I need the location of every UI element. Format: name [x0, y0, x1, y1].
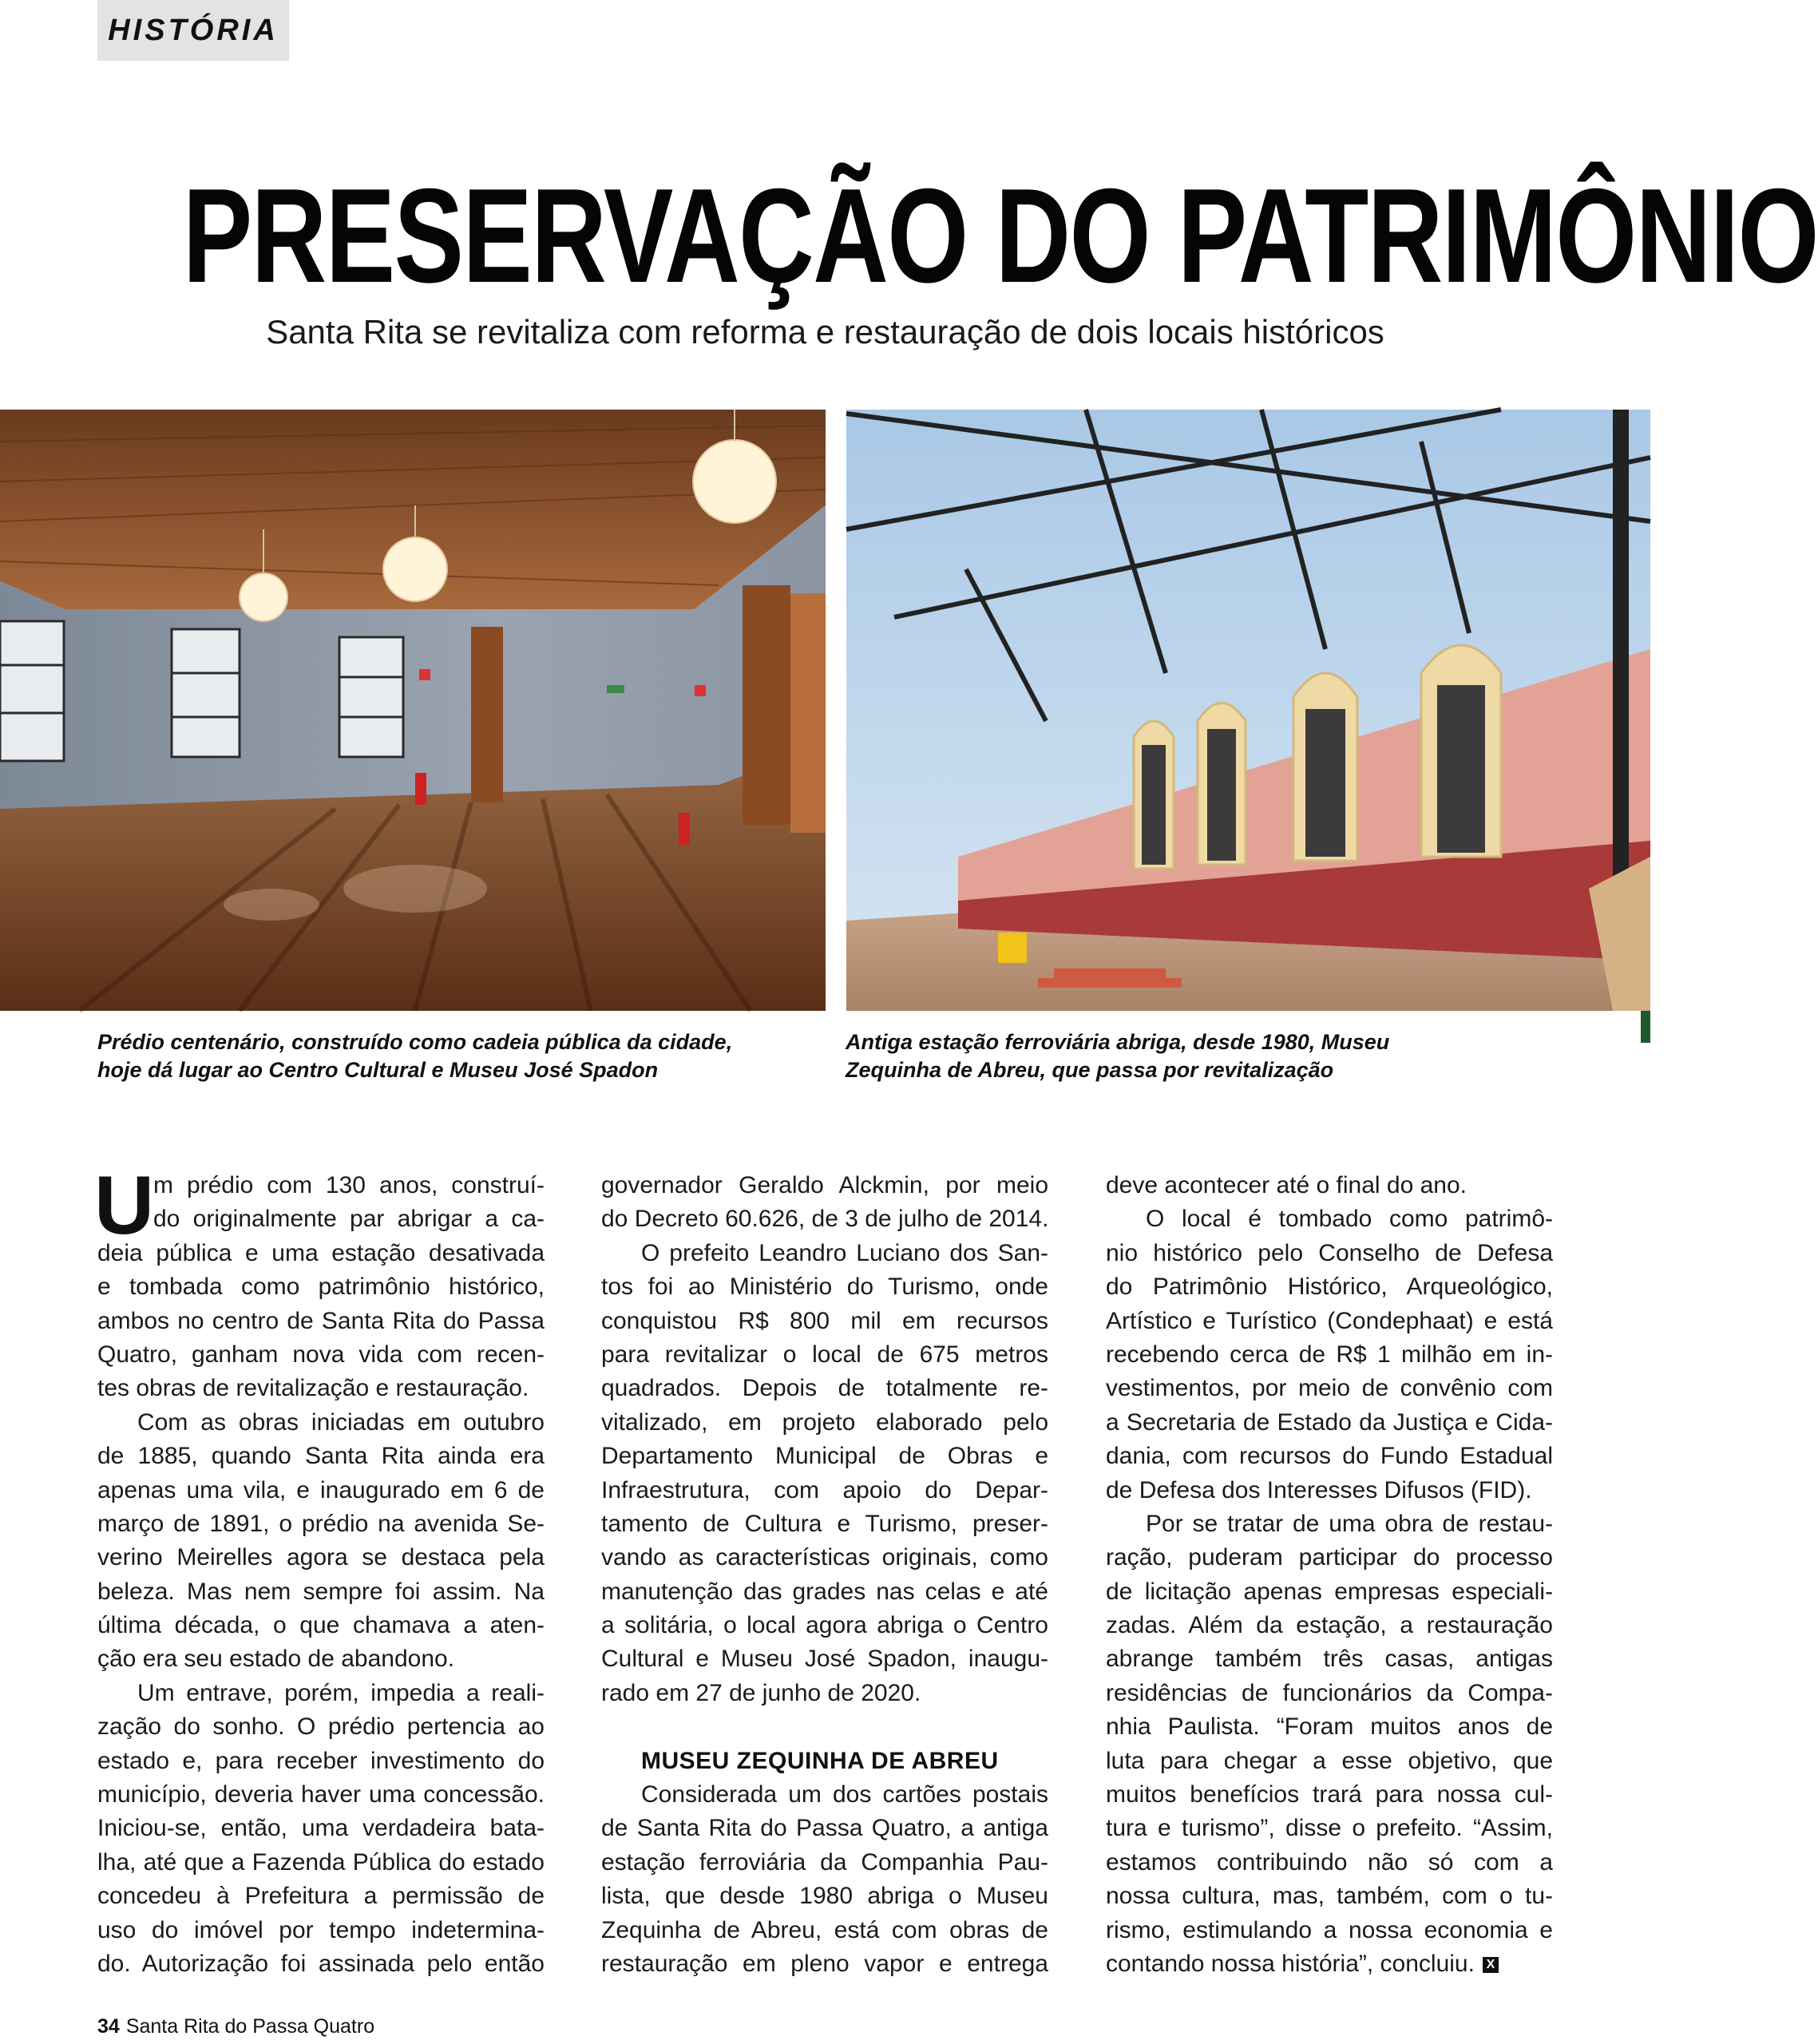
article-line: tura e turismo”, disse o prefeito. “Assim,: [1106, 1815, 1553, 1842]
article-line: Cultural e Museu José Spadon, inaugu-: [601, 1646, 1048, 1673]
caption-line: Prédio centenário, construído como cadeia pública da cidade,: [97, 1030, 733, 1054]
article-line: Quatro, ganham nova vida com recen-: [97, 1341, 545, 1368]
article-line: tamento de Cultura e Turismo, preser-: [601, 1510, 1048, 1537]
article-column-1: [94, 1159, 545, 1981]
article-line: município, deveria haver uma concessão.: [97, 1781, 545, 1808]
section-tag: HISTÓRIA: [97, 0, 289, 61]
article-line: rado em 27 de junho de 2020.: [601, 1679, 921, 1706]
railway-station-photo: [846, 410, 1650, 1011]
article-line: O local é tombado como patrimô-: [1146, 1206, 1553, 1233]
article-line: estamos contribuindo não só com a: [1106, 1848, 1553, 1876]
headline: PRESERVAÇÃO DO PATRIMÔNIO: [182, 160, 1818, 311]
article-line: residências de funcionários da Compa-: [1106, 1679, 1553, 1706]
article-line: dania, com recursos do Fundo Estadual: [1106, 1443, 1553, 1470]
article-line: lista, que desde 1980 abriga o Museu: [601, 1883, 1048, 1910]
edge-mark: [1641, 1011, 1650, 1043]
article-line: apenas uma vila, e inaugurado em 6 de: [97, 1476, 545, 1503]
article-line: abrange também três casas, antigas: [1106, 1646, 1553, 1673]
article-line: verino Meirelles agora se destaca pela: [97, 1544, 545, 1571]
article-line: do. Autorização foi assinada pelo então: [97, 1950, 545, 1977]
article-line: conquistou R$ 800 mil em recursos: [601, 1307, 1048, 1334]
article-line-text: contando nossa história”, concluiu.: [1106, 1950, 1475, 1977]
caption-line: hoje dá lugar ao Centro Cultural e Museu José Spadon: [97, 1058, 659, 1082]
article-line: governador Geraldo Alckmin, por meio: [601, 1172, 1048, 1198]
article-line: nossa cultura, mas, também, com o tu-: [1106, 1883, 1553, 1910]
article-line: luta para chegar a esse objetivo, que: [1106, 1747, 1553, 1774]
dropcap: U: [94, 1159, 155, 1252]
article-line: estação ferroviária da Companhia Pau-: [601, 1848, 1048, 1876]
article-line: Um entrave, porém, impedia a reali-: [137, 1679, 545, 1706]
article-line: restauração em pleno vapor e entrega: [601, 1950, 1048, 1977]
article-line: de Santa Rita do Passa Quatro, a antiga: [601, 1815, 1048, 1842]
article-line: uso do imóvel por tempo indetermina-: [97, 1916, 545, 1943]
article-line: muitos benefícios trará para nossa cul-: [1106, 1781, 1553, 1808]
article-line: ção era seu estado de abandono.: [97, 1646, 455, 1673]
article-line: Com as obras iniciadas em outubro: [137, 1408, 545, 1436]
article-line: estado e, para receber investimento do: [97, 1747, 545, 1774]
article-line: do originalmente par abrigar a ca-: [153, 1206, 545, 1233]
subheadline: Santa Rita se revitaliza com reforma e restauração de dois locais históricos: [266, 313, 1384, 351]
article-line: a solitária, o local agora abriga o Centro: [601, 1612, 1048, 1639]
article-line-text: m prédio com 130 anos, construí-: [153, 1172, 545, 1198]
railway-station-photo-icon: [846, 410, 1650, 1011]
paragraph-spacer: [601, 1710, 1048, 1744]
caption-left: [97, 1028, 800, 1084]
article-line: Considerada um dos cartões postais: [641, 1781, 1048, 1808]
article-line: rismo, estimulando a nossa economia e: [1106, 1916, 1553, 1943]
article-line: e tombada como patrimônio histórico,: [97, 1274, 545, 1301]
article-line: de 1885, quando Santa Rita ainda era: [97, 1443, 545, 1470]
article-line: O prefeito Leandro Luciano dos San-: [641, 1239, 1048, 1266]
article-line: zadas. Além da estação, a restauração: [1106, 1612, 1553, 1639]
article-line: do Patrimônio Histórico, Arqueológico,: [1106, 1274, 1553, 1301]
page-number: 34: [97, 2015, 120, 2038]
article-line: nio histórico pelo Conselho de Defesa: [1106, 1239, 1553, 1266]
article-line: a Secretaria de Estado da Justiça e Cida-: [1106, 1408, 1553, 1436]
article-line: tos foi ao Ministério do Turismo, onde: [601, 1274, 1048, 1301]
article-line: quadrados. Depois de totalmente re-: [601, 1375, 1048, 1402]
interior-hall-photo: [0, 410, 826, 1011]
caption-line: Zequinha de Abreu, que passa por revitalização: [846, 1058, 1334, 1082]
article-line: vando as características originais, como: [601, 1544, 1048, 1571]
caption-right: [846, 1028, 1548, 1084]
article-line: de Defesa dos Interesses Difusos (FID).: [1106, 1476, 1532, 1503]
article-line: recebendo cerca de R$ 1 milhão em in-: [1106, 1341, 1553, 1368]
article-line: última década, o que chamava a aten-: [97, 1612, 545, 1639]
article-line: Zequinha de Abreu, está com obras de: [601, 1916, 1048, 1943]
article-column-3: [1106, 1169, 1553, 1981]
article-line: Iniciou-se, então, uma verdadeira bata-: [97, 1815, 545, 1842]
caption-line: Antiga estação ferroviária abriga, desde 1980, Museu: [846, 1030, 1390, 1054]
article-line: deia pública e uma estação desativada: [97, 1239, 545, 1266]
article-line: concedeu à Prefeitura a permissão de: [97, 1883, 545, 1910]
article-line: do Decreto 60.626, de 3 de julho de 2014.: [601, 1206, 1049, 1233]
page-footer: [97, 2015, 374, 2038]
article-line: Por se tratar de uma obra de restau-: [1146, 1510, 1553, 1537]
article-line: março de 1891, o prédio na avenida Se-: [97, 1510, 545, 1537]
publication-name: Santa Rita do Passa Quatro: [125, 2015, 375, 2038]
article-line: Artístico e Turístico (Condephaat) e está: [1106, 1307, 1553, 1334]
interior-hall-photo-icon: [0, 410, 826, 1011]
article-line: para revitalizar o local de 675 metros: [601, 1341, 1048, 1368]
article-line: vestimentos, por meio de convênio com: [1106, 1375, 1553, 1402]
article-line: ambos no centro de Santa Rita do Passa: [97, 1307, 545, 1334]
article-line: Departamento Municipal de Obras e: [601, 1443, 1048, 1470]
article-line: zação do sonho. O prédio pertencia ao: [97, 1713, 545, 1741]
article-line: nhia Paulista. “Foram muitos anos de: [1106, 1713, 1553, 1741]
article-line: manutenção das grades nas celas e até: [601, 1578, 1048, 1605]
article-line: de licitação apenas empresas especiali-: [1106, 1578, 1553, 1605]
section-subheading: MUSEU ZEQUINHA DE ABREU: [641, 1747, 999, 1774]
end-mark-icon: X: [1483, 1957, 1499, 1973]
article-line: ração, puderam participar do processo: [1106, 1544, 1553, 1571]
article-line: tes obras de revitalização e restauração.: [97, 1375, 529, 1402]
article-line: vitalizado, em projeto elaborado pelo: [601, 1408, 1048, 1436]
article-line: deve acontecer até o final do ano.: [1106, 1172, 1467, 1198]
article-line: Infraestrutura, com apoio do Depar-: [601, 1476, 1048, 1503]
article-line: lha, até que a Fazenda Pública do estado: [97, 1848, 545, 1876]
article-column-2: [601, 1169, 1048, 1981]
article-line: beleza. Mas nem sempre foi assim. Na: [97, 1578, 545, 1605]
article-line: [1106, 1947, 1553, 1981]
